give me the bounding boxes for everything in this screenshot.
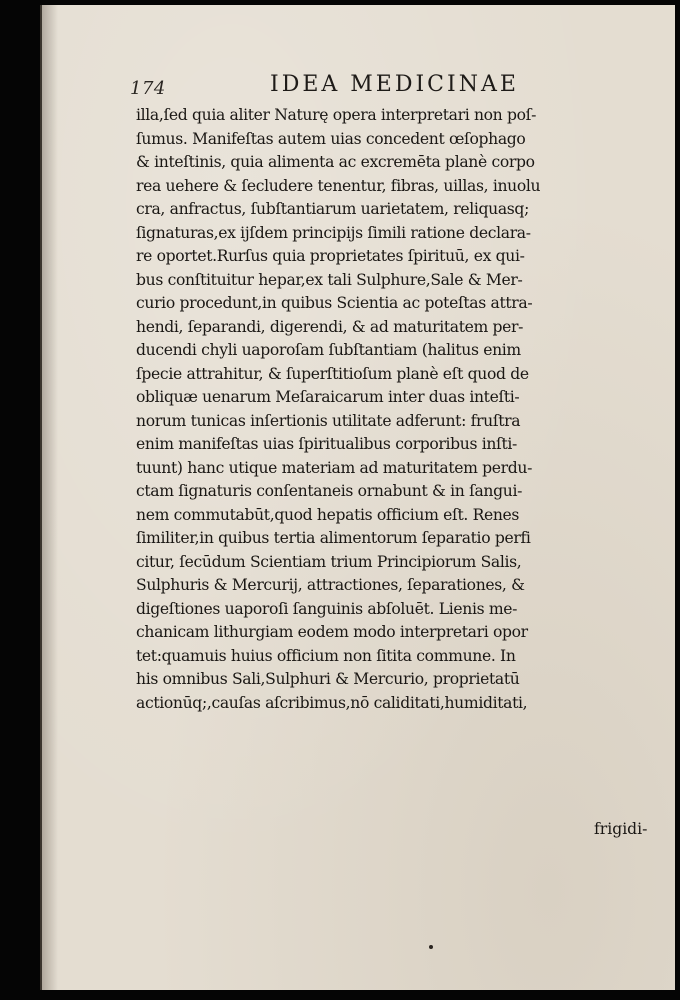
text-line: ſignaturas,ex ijſdem principijs ſimili ratione declara- — [136, 223, 531, 242]
text-line: curio procedunt,in quibus Scientia ac poteſtas attra- — [136, 294, 533, 312]
text-line: re oportet.Rurſus quia proprietates ſpirituū, ex qui- — [136, 247, 525, 265]
text-line: nem commutabūt,quod hepatis officium eſt. Renes — [136, 505, 520, 524]
text-line: digeſtiones uaporoſi ſanguinis abſoluēt. Lienis me- — [136, 599, 518, 618]
body-text — [136, 104, 664, 715]
text-line: tuunt) hanc utique materiam ad maturitatem perdu- — [136, 458, 533, 477]
text-line: hendi, ſeparandi, digerendi, & ad maturitatem per- — [136, 317, 524, 336]
text-line: rea uehere & ſecludere tenentur, fibras, uillas, inuolu — [136, 176, 541, 195]
text-line: tet:quamuis huius officium non ſitita commune. In — [136, 646, 516, 665]
text-line: actionūq;,cauſas aſcribimus,nō caliditati,humiditati, — [136, 693, 528, 712]
gutter-shadow — [40, 5, 58, 990]
text-line: norum tunicas inſertionis utilitate adferunt: fruſtra — [136, 411, 521, 430]
ink-speck — [429, 945, 433, 949]
text-line: enim manifeſtas uias ſpiritualibus corporibus inſti- — [136, 435, 517, 453]
text-line: ſpecie attrahitur, & ſuperſtitioſum planè eſt quod de — [136, 364, 529, 383]
page-number: 174 — [130, 78, 166, 99]
text-line: ſumus. Manifeſtas autem uias concedent œſophago — [136, 129, 526, 148]
text-line: illa,ſed quia aliter Naturę opera interpretari non poſ- — [136, 106, 536, 124]
text-line: & inteſtinis, quia alimenta ac excremēta planè corpo — [136, 153, 535, 171]
text-line: Sulphuris & Mercurij, attractiones, ſeparationes, & — [136, 576, 525, 594]
running-title: IDEA MEDICINAE — [270, 72, 519, 97]
text-line: ducendi chyli uaporoſam ſubſtantiam (halitus enim — [136, 341, 521, 359]
text-line: obliquæ uenarum Meſaraicarum inter duas inteſti- — [136, 388, 520, 406]
text-line: chanicam lithurgiam eodem modo interpretari opor — [136, 623, 528, 641]
text-line: citur, ſecūdum Scientiam trium Principiorum Salis, — [136, 552, 522, 571]
text-line: his omnibus Sali,Sulphuri & Mercurio, proprietatū — [136, 670, 520, 688]
text-line: cra, anfractus, ſubſtantiarum uarietatem, reliquasq; — [136, 200, 529, 218]
text-line: ſimiliter,in quibus tertia alimentorum ſeparatio perfi — [136, 529, 531, 547]
text-line: ctam ſignaturis conſentaneis ornabunt & in ſangui- — [136, 482, 523, 500]
catchword: frigidi- — [594, 820, 648, 838]
text-line: bus conſtituitur hepar,ex tali Sulphure,Sale & Mer- — [136, 270, 523, 289]
page-header — [130, 72, 550, 102]
